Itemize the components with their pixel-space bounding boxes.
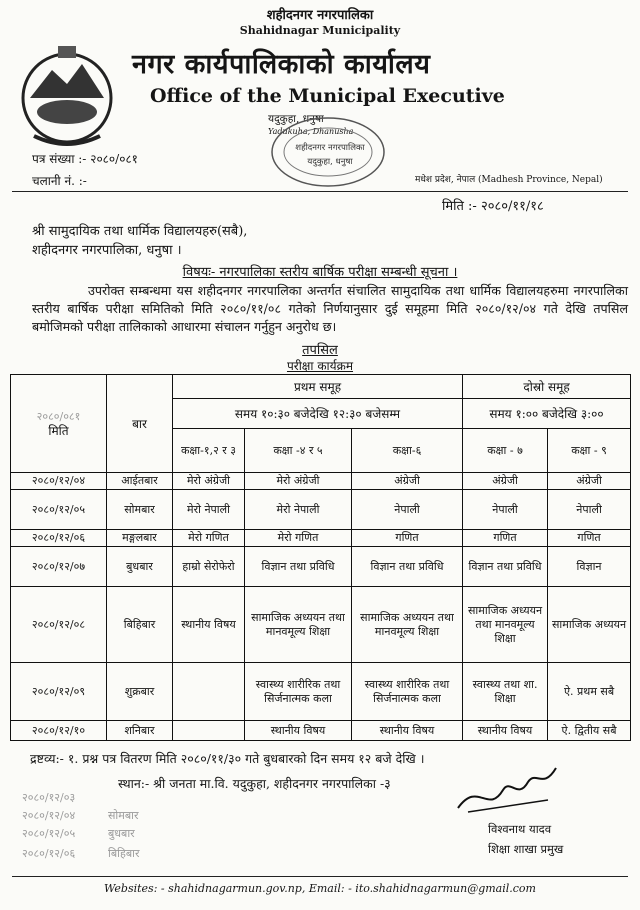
subject-cell: सामाजिक अध्ययन तथा मानवमूल्य शिक्षा [352,587,463,663]
subject-cell: ऐ. प्रथम सबै [548,663,631,721]
ref-number [32,150,138,167]
subject-cell: सामाजिक अध्ययन तथा मानवमूल्य शिक्षा [463,587,548,663]
table-row [11,721,631,741]
signature-icon [448,760,568,822]
subject-cell: स्वास्थ्य तथा शा. शिक्षा [463,663,548,721]
subject-cell: सामाजिक अध्ययन [548,587,631,663]
faint-day: बुधबार [108,827,135,840]
table-row [11,530,631,547]
subject-cell: गणित [463,530,548,547]
signatory-title: शिक्षा शाखा प्रमुख [488,842,564,856]
ref-number-label: पत्र संख्या :- [32,152,87,166]
footer-divider [12,876,628,877]
subject-cell: मेरो गणित [173,530,245,547]
group1-time: समय १०:३० बजेदेखि १२:३० बजेसम्म [173,399,463,429]
seal-line1: शहीदनगर नगरपालिका [295,143,365,153]
ref-number-value: २०८०/०८१ [90,152,138,166]
date-column-header [11,375,107,473]
class-header: कक्षा - ९ [548,429,631,473]
row-date: २०८०/१२/०८ [11,587,107,663]
footer-contact: Websites: - shahidnagarmun.gov.np, Email: - ito.shahidnagarmun@gmail.com [104,882,536,895]
row-date: २०८०/१२/०९ [11,663,107,721]
addressee-line2: शहीदनगर नगरपालिका, धनुषा । [32,243,182,258]
row-date: २०८०/१२/०४ [11,473,107,490]
subject-cell: अंग्रेजी [352,473,463,490]
row-date: २०८०/१२/०६ [11,530,107,547]
place-en: Yadukuha, Dhanusha [268,127,354,136]
subject-cell [173,721,245,741]
signatory-name: विश्वनाथ यादव [488,822,552,836]
subject-cell: गणित [352,530,463,547]
faint-day: बिहिबार [108,847,140,860]
table-row [11,473,631,490]
faint-date: २०८०/१२/०४ [22,809,76,822]
row-day: शुक्रबार [107,663,173,721]
subject-cell: मेरो गणित [245,530,352,547]
exam-schedule-table [10,374,631,741]
class-header: कक्षा -४ र ५ [245,429,352,473]
row-day: सोमबार [107,490,173,530]
subject-cell: स्वास्थ्य शारीरिक तथा सिर्जनात्मक कला [352,663,463,721]
place-np: यदुकुहा, धनुषा [268,113,324,125]
subject-cell: स्थानीय विषय [352,721,463,741]
subject-cell: हाम्रो सेरोफेरो [173,547,245,587]
subject-cell: मेरो अंग्रेजी [245,473,352,490]
row-date: २०८०/१२/०५ [11,490,107,530]
row-day: बुधबार [107,547,173,587]
table-title: परीक्षा कार्यक्रम [286,359,354,373]
subject-cell: विज्ञान [548,547,631,587]
municipality-name-en: Shahidnagar Municipality [239,24,401,37]
row-date: २०८०/१२/१० [11,721,107,741]
class-header: कक्षा-१,२ र ३ [173,429,245,473]
subject-cell: गणित [548,530,631,547]
date-column-label: मिति [48,423,69,438]
subject-cell: मेरो अंग्रेजी [173,473,245,490]
table-row [11,490,631,530]
body-paragraph: उपरोक्त सम्बन्धमा यस शहीदनगर नगरपालिका अन्तर्गत संचालित सामुदायिक तथा धार्मिक विद्यालयहरुमा नगरपालिका स्तरीय बार्षिक परीक्षा समितिको मिति २०८०/११/०८ गतेको निर्णयानुसार दुई समूहमा मिति २०८०/१२/०४ गते देखि तपसिल बमोजिमको परीक्षा तालिकाको आधारमा संचालन गर्नुहुन अनुरोध छ। [32,283,628,334]
row-day: बिहिबार [107,587,173,663]
faint-date: २०८०/१२/०६ [22,847,76,860]
class-header: कक्षा - ७ [463,429,548,473]
province: मधेश प्रदेश, नेपाल (Madhesh Province, Nepal) [415,175,603,185]
subject-cell: ऐ. द्वितीय सबै [548,721,631,741]
subject-text: विषयः- नगरपालिका स्तरीय बार्षिक परीक्षा सम्बन्धी सूचना । [182,265,458,280]
faint-day: सोमबार [108,809,139,822]
row-day: आईतबार [107,473,173,490]
faint-year: २०८०/०८१ [36,409,81,423]
subject-cell [173,663,245,721]
faint-date: २०८०/१२/०३ [22,791,76,804]
nepal-emblem-icon [12,40,122,150]
letter-date: मिति :- २०८०/११/१८ [442,199,544,214]
group2-time: समय १:०० बजेदेखि ३:०० [463,399,631,429]
row-day: मङ्गलबार [107,530,173,547]
table-row [11,587,631,663]
subject-cell: स्वास्थ्य शारीरिक तथा सिर्जनात्मक कला [245,663,352,721]
subject-cell: नेपाली [463,490,548,530]
day-column-header [107,375,173,473]
note-text: द्रष्टव्य:- १. प्रश्न पत्र वितरण मिति २०८०/११/३० गते बुधबारको दिन समय १२ बजे देखि । [30,751,425,766]
subject-cell: स्थानीय विषय [245,721,352,741]
row-date: २०८०/१२/०७ [11,547,107,587]
seal-line2: यदुकुहा, धनुषा [307,157,353,167]
subject-cell: नेपाली [352,490,463,530]
office-title-en: Office of the Municipal Executive [150,85,505,107]
subject-cell: विज्ञान तथा प्रविधि [463,547,548,587]
subject-cell: विज्ञान तथा प्रविधि [352,547,463,587]
exam-venue: स्थान:- श्री जनता मा.वि. यदुकुहा, शहीदनगर नगरपालिका -३ [118,776,391,791]
dispatch-number [32,172,87,189]
subject-cell: अंग्रेजी [548,473,631,490]
group1-header: प्रथम समूह [173,375,463,399]
subject-cell: अंग्रेजी [463,473,548,490]
subject-cell: स्थानीय विषय [173,587,245,663]
group2-header: दोस्रो समूह [463,375,631,399]
dispatch-number-label: चलानी नं. :- [32,174,87,188]
table-row [11,663,631,721]
subject-cell: मेरो नेपाली [173,490,245,530]
tapsil-heading: तपसिल [302,343,338,358]
row-day: शनिबार [107,721,173,741]
subject-cell: स्थानीय विषय [463,721,548,741]
class-header: कक्षा-६ [352,429,463,473]
table-row [11,547,631,587]
subject-cell: नेपाली [548,490,631,530]
subject-cell: मेरो नेपाली [245,490,352,530]
subject [0,262,640,280]
header-divider [12,191,628,192]
subject-cell: विज्ञान तथा प्रविधि [245,547,352,587]
municipality-name-np: शहीदनगर नगरपालिका [266,8,374,23]
addressee-line1: श्री सामुदायिक तथा धार्मिक विद्यालयहरु(सबै), [32,224,248,239]
subject-cell: सामाजिक अध्ययन तथा मानवमूल्य शिक्षा [245,587,352,663]
day-column-label: बार [132,416,147,431]
faint-date: २०८०/१२/०५ [22,827,76,840]
office-title-np: नगर कार्यपालिकाको कार्यालय [132,49,431,80]
